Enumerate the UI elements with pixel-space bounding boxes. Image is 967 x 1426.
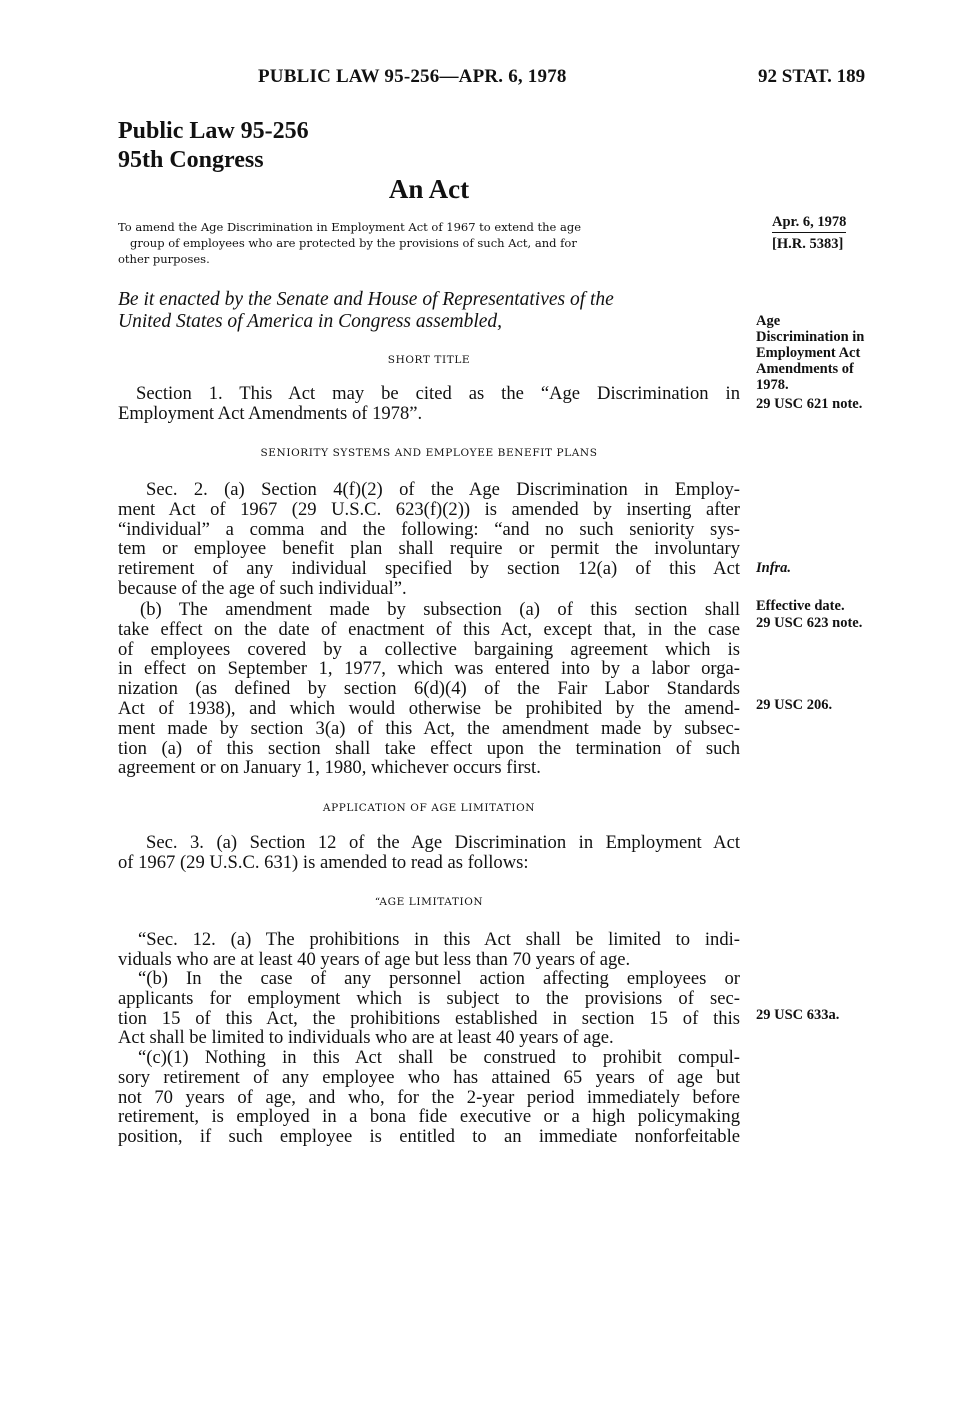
margin-text: Amendments of: [756, 361, 854, 377]
text-line: tion (a) of this section shall take effect upon the termination of such: [118, 738, 740, 759]
section-3a-text: [118, 833, 740, 873]
text-line: agreement or on January 1, 1980, whichever occurs first.: [118, 758, 541, 779]
text-line: applicants for employment which is subject to the provisions of sec-: [118, 988, 740, 1009]
text-line: Employment Act Amendments of 1978”.: [118, 403, 423, 424]
margin-text: Discrimination in: [756, 329, 865, 345]
purpose-line: To amend the Age Discrimination in Employment Act of 1967 to extend the age: [118, 220, 582, 234]
section-heading-application: APPLICATION OF AGE LIMITATION: [322, 802, 536, 814]
statute-page-number: 92 STAT. 189: [758, 66, 866, 87]
text-line: “(c)(1) Nothing in this Act shall be construed to prohibit compul-: [138, 1048, 740, 1068]
running-head-title: PUBLIC LAW 95-256—APR. 6, 1978: [258, 66, 567, 87]
text-line: because of the age of such individual”.: [118, 578, 407, 599]
text-line: Sec. 2. (a) Section 4(f)(2) of the Age Discrimination in Employ-: [146, 480, 740, 500]
public-law-number: Public Law 95-256: [118, 118, 309, 144]
margin-note-infra: Infra.: [756, 560, 792, 576]
text-line: of employees covered by a collective bargaining agreement which is: [118, 639, 740, 660]
purpose-line: other purposes.: [118, 252, 210, 266]
text-line: ment made by section 3(a) of this Act, the amendment made by subsec-: [118, 718, 740, 739]
enacting-line: United States of America in Congress assembled,: [118, 311, 503, 332]
section-12b-text: [118, 969, 740, 1048]
margin-text: Effective date.: [756, 598, 845, 614]
section-2b-text: [118, 600, 740, 778]
section-1-text: [118, 384, 740, 424]
act-heading: An Act: [388, 174, 470, 204]
margin-note-usc-633a: 29 USC 633a.: [756, 1007, 840, 1023]
text-line: (b) The amendment made by subsection (a) of this section shall: [140, 600, 740, 620]
section-heading-short-title: SHORT TITLE: [387, 354, 471, 366]
purpose-clause: [118, 219, 740, 267]
approval-date: Apr. 6, 1978: [772, 214, 846, 233]
text-line: take effect on the date of enactment of this Act, except that, in the case: [118, 619, 740, 640]
text-line: position, if such employee is entitled to an immediate nonforfeitable: [118, 1127, 740, 1147]
text-line: ment Act of 1967 (29 U.S.C. 623(f)(2)) is amended by inserting after: [118, 499, 740, 520]
margin-text: 1978.: [756, 377, 789, 393]
congress-number: 95th Congress: [118, 147, 264, 173]
enacting-clause: [118, 289, 740, 333]
usc-citation: 29 USC 621 note.: [756, 396, 863, 412]
text-line: nization (as defined by section 6(d)(4) of the Fair Labor Standards: [118, 679, 740, 699]
text-line: “Sec. 12. (a) The prohibitions in this Act shall be limited to indi-: [138, 930, 740, 950]
usc-citation: 29 USC 623 note.: [756, 615, 863, 631]
running-head: [0, 66, 967, 92]
section-heading-age-limitation: “AGE LIMITATION: [374, 896, 484, 908]
purpose-line: group of employees who are protected by the provisions of such Act, and for: [130, 236, 577, 250]
text-line: tion 15 of this Act, the prohibitions established in section 15 of this: [118, 1008, 740, 1029]
margin-note-effective-date: [756, 598, 896, 632]
text-line: Sec. 3. (a) Section 12 of the Age Discrimination in Employment Act: [146, 833, 740, 853]
text-line: viduals who are at least 40 years of age but less than 70 years of age.: [118, 949, 631, 970]
text-line: retirement, is employed in a bona fide executive or a high policymaking: [118, 1107, 740, 1128]
text-line: Section 1. This Act may be cited as the “Age Discrimination in: [136, 384, 740, 404]
text-line: retirement of any individual specified by section 12(a) of this Act: [118, 559, 740, 579]
text-line: sory retirement of any employee who has attained 65 years of age but: [118, 1067, 740, 1088]
text-line: not 70 years of age, and who, for the 2-year period immediately before: [118, 1087, 740, 1108]
text-line: Act shall be limited to individuals who are at least 40 years of age.: [118, 1028, 614, 1049]
margin-note-usc-206: 29 USC 206.: [756, 697, 833, 713]
text-line: “individual” a comma and the following: “and no such seniority sys-: [118, 519, 740, 540]
margin-text: Age: [756, 313, 781, 329]
text-line: tem or employee benefit plan shall require or permit the involuntary: [118, 539, 740, 560]
margin-text: Employment Act: [756, 345, 861, 361]
text-line: in effect on September 1, 1977, which was entered into by a labor orga-: [118, 659, 740, 680]
bill-number: [H.R. 5383]: [772, 236, 844, 252]
enacting-line: Be it enacted by the Senate and House of Representatives of the: [118, 289, 614, 310]
section-12c-text: [118, 1048, 740, 1147]
margin-note-date: [772, 214, 912, 253]
section-2a-text: [118, 480, 740, 599]
text-line: of 1967 (29 U.S.C. 631) is amended to read as follows:: [118, 852, 529, 873]
text-line: “(b) In the case of any personnel action affecting employees or: [138, 969, 740, 989]
section-12a-text: [118, 930, 740, 970]
law-identifier: [118, 117, 309, 175]
text-line: Act of 1938), and which would otherwise be prohibited by the amend-: [118, 698, 740, 719]
margin-note-short-title: [756, 313, 896, 412]
section-heading-seniority: SENIORITY SYSTEMS AND EMPLOYEE BENEFIT PLANS: [260, 447, 598, 459]
